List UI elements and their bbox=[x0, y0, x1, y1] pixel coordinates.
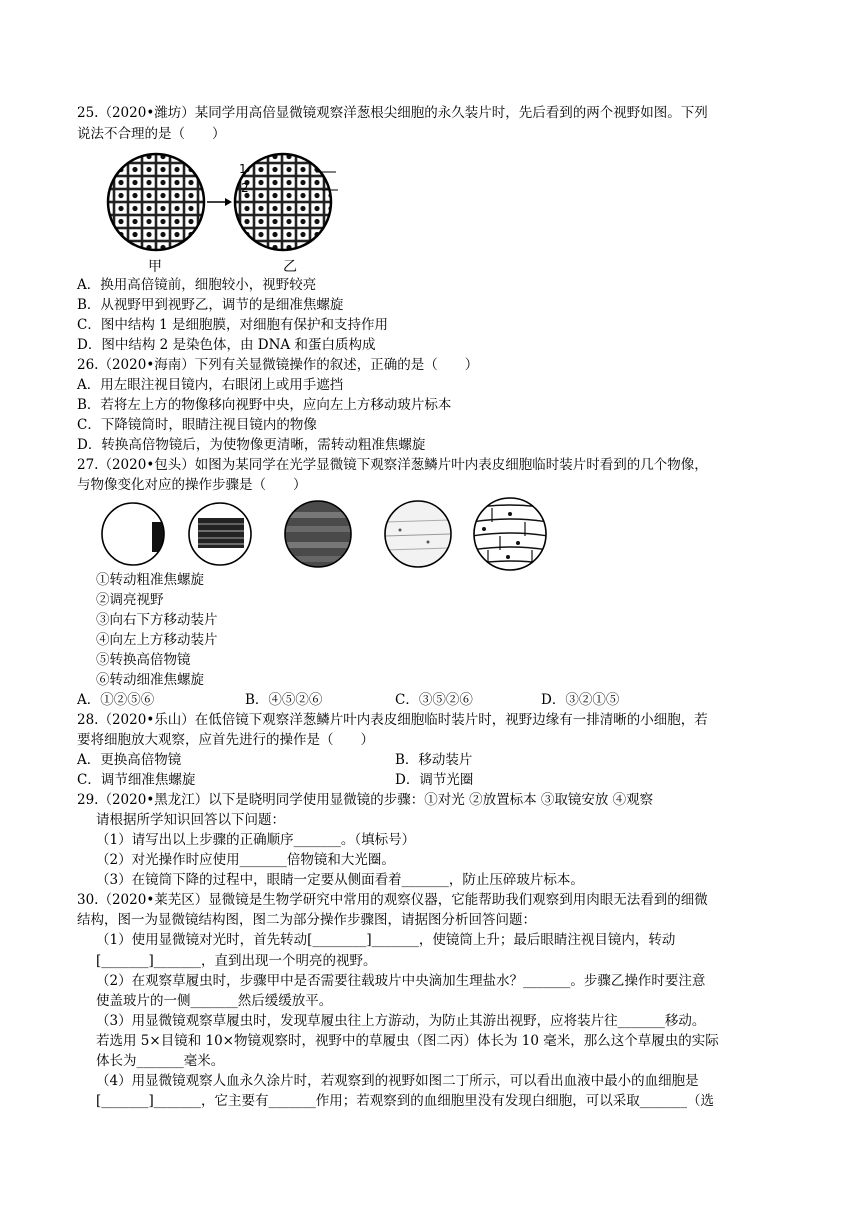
q30-line-10: （4）用显微镜观察人血永久涂片时，若观察到的视野如图二丁所示，可以看出血液中最小的血细胞是 bbox=[96, 1073, 699, 1089]
q25-stem-line1: 25.（2020•潍坊）某同学用高倍显微镜观察洋葱根尖细胞的永久装片时，先后看到的两个视野如图。下列 bbox=[77, 105, 708, 121]
q25-label-yi: 乙 bbox=[283, 259, 297, 275]
q29-stem-line1: 29.（2020•黑龙江）以下是晓明同学使用显微镜的步骤：①对光 ②放置标本 ③取镜安放 ④观察 bbox=[77, 792, 654, 808]
q30-line-3: （1）使用显微镜对光时，首先转动[________]_______，使镜筒上升；最后眼睛注视目镜内，转动 bbox=[96, 932, 676, 948]
q27-option-b: B．④⑤②⑥ bbox=[245, 692, 323, 708]
q29-sub-3: （3）在镜筒下降的过程中，眼睛一定要从侧面看着_______，防止压碎玻片标本。 bbox=[96, 872, 584, 888]
q26-option-a: A．用左眼注视目镜内，右眼闭上或用手遮挡 bbox=[77, 377, 344, 393]
q29-sub-2: （2）对光操作时应使用_______倍物镜和大光圈。 bbox=[96, 852, 395, 868]
q26-option-c: C．下降镜筒时，眼睛注视目镜内的物像 bbox=[77, 417, 317, 433]
q25-label-jia: 甲 bbox=[148, 259, 162, 275]
q30-line-5: （2）在观察草履虫时，步骤甲中是否需要往载玻片中央滴加生理盐水？_______。步骤乙操作时要注意 bbox=[96, 973, 706, 989]
q30-line-11: [_______]_______，它主要有_______作用；若观察到的血细胞里没有发现白细胞，可以采取_______（选 bbox=[96, 1093, 715, 1109]
q30-line-2: 结构，图一为显微镜结构图，图二为部分操作步骤图，请据图分析回答问题： bbox=[77, 912, 536, 928]
q28-option-d: D．调节光圈 bbox=[395, 772, 474, 788]
q28-option-b: B．移动装片 bbox=[395, 752, 473, 768]
q26-option-d: D．转换高倍物镜后，为使物像更清晰，需转动粗准焦螺旋 bbox=[77, 437, 426, 453]
q27-step-1: ①转动粗准焦螺旋 bbox=[96, 572, 204, 588]
q27-step-3: ③向右下方移动装片 bbox=[96, 612, 218, 628]
q25-option-d: D．图中结构 2 是染色体，由 DNA 和蛋白质构成 bbox=[77, 337, 376, 353]
q25-stem-line2: 说法不合理的是（ ） bbox=[77, 126, 226, 142]
q25-option-b: B．从视野甲到视野乙，调节的是细准焦螺旋 bbox=[77, 297, 344, 313]
q30-line-9: 体长为_______毫米。 bbox=[96, 1053, 225, 1069]
q30-line-7: （3）用显微镜观察草履虫时，发现草履虫往上方游动，为防止其游出视野，应将装片往_______移动。 bbox=[96, 1013, 706, 1029]
q25-mark-1: 1 bbox=[239, 162, 247, 176]
q27-step-4: ④向左上方移动装片 bbox=[96, 632, 218, 648]
q27-stem-line1: 27.（2020•包头）如图为某同学在光学显微镜下观察洋葱鳞片叶内表皮细胞临时装片时看到的几个物像， bbox=[77, 457, 708, 473]
q27-stem-line2: 与物像变化对应的操作步骤是（ ） bbox=[77, 477, 307, 493]
q27-figure bbox=[100, 492, 560, 578]
q29-sub-1: （1）请写出以上步骤的正确顺序_______。（填标号） bbox=[96, 832, 416, 848]
q29-stem-line2: 请根据所学知识回答以下问题： bbox=[96, 812, 285, 828]
q30-line-1: 30.（2020•莱芜区）显微镜是生物学研究中常用的观察仪器，它能帮助我们观察到用肉眼无法看到的细微 bbox=[77, 892, 708, 908]
q27-option-d: D．③②①⑤ bbox=[541, 692, 620, 708]
q27-step-2: ②调亮视野 bbox=[96, 592, 164, 608]
q30-line-8: 若选用 5×目镜和 10×物镜观察时，视野中的草履虫（图二丙）体长为 10 毫米，那么这个草履虫的实际 bbox=[96, 1033, 719, 1049]
q26-option-b: B．若将左上方的物像移向视野中央，应向左上方移动玻片标本 bbox=[77, 397, 452, 413]
q28-option-c: C．调节细准焦螺旋 bbox=[77, 772, 196, 788]
q27-step-6: ⑥转动细准焦螺旋 bbox=[96, 672, 204, 688]
q28-stem-line2: 要将细胞放大观察，应首先进行的操作是（ ） bbox=[77, 732, 374, 748]
q28-stem-line1: 28.（2020•乐山）在低倍镜下观察洋葱鳞片叶内表皮细胞临时装片时，视野边缘有一排清晰的小细胞，若 bbox=[77, 712, 708, 728]
q25-figure bbox=[100, 150, 370, 280]
q26-stem: 26.（2020•海南）下列有关显微镜操作的叙述，正确的是（ ） bbox=[77, 357, 479, 373]
q25-mark-2: 2 bbox=[241, 181, 249, 195]
q30-line-4: [_______]_______，直到出现一个明亮的视野。 bbox=[96, 953, 377, 969]
q28-option-a: A．更换高倍物镜 bbox=[77, 752, 182, 768]
q25-option-c: C．图中结构 1 是细胞膜，对细胞有保护和支持作用 bbox=[77, 317, 389, 333]
q25-option-a: A．换用高倍镜前，细胞较小，视野较亮 bbox=[77, 277, 317, 293]
q30-line-6: 使盖玻片的一侧_______然后缓缓放平。 bbox=[96, 993, 333, 1009]
q27-option-c: C．③⑤②⑥ bbox=[395, 692, 473, 708]
q27-step-5: ⑤转换高倍物镜 bbox=[96, 652, 191, 668]
q27-option-a: A．①②⑤⑥ bbox=[77, 692, 155, 708]
